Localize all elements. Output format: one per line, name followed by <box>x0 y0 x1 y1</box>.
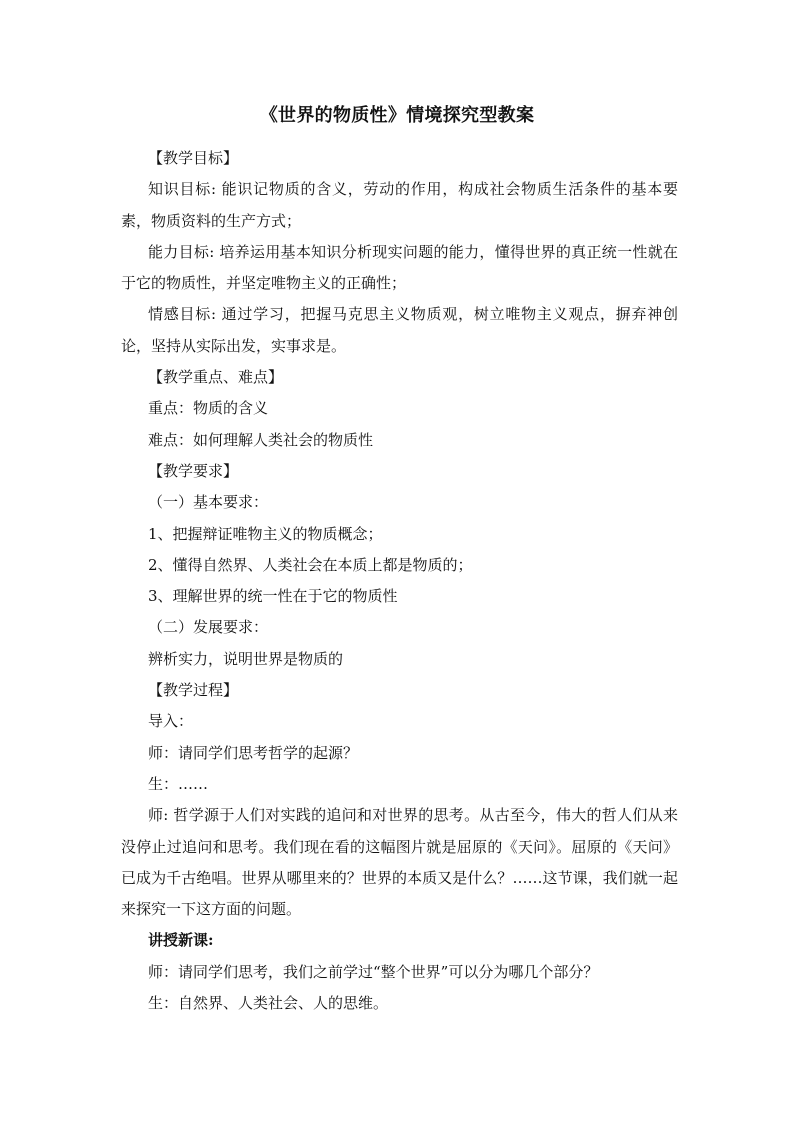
section-heading-objectives: 【教学目标】 <box>148 149 239 167</box>
document-title: 《世界的物质性》情境探究型教案 <box>259 105 535 126</box>
emotion-objective-paragraph: 情感目标: 通过学习，把握马克思主义物质观，树立唯物主义观点，摒弃神创论，坚持从实际出发，实事求是。 <box>121 305 678 355</box>
difficult-point-paragraph: 难点：如何理解人类社会的物质性 <box>148 430 374 449</box>
development-requirements-heading: （二）发展要求： <box>148 618 269 637</box>
requirement-item-1: 1、把握辩证唯物主义的物质概念； <box>148 524 383 543</box>
ability-objective-paragraph: 能力目标: 培养运用基本知识分析现实问题的能力，懂得世界的真正统一性就在于它的物质性，并坚定唯物主义的正确性； <box>121 242 678 293</box>
teacher-explanation-paragraph: 师: 哲学源于人们对实践的追问和对世界的思考。从古至今，伟大的哲人们从来没停止过追问和思考。我们现在看的这幅图片就是屈原的《天问》。屈原的《天问》已成为千古绝唱。世界从哪里来的？世界的本质又是什么？……这节课，我们就一起来探究一下这方面的问题。 <box>121 806 678 919</box>
knowledge-objective-paragraph: 知识目标: 能识记物质的含义，劳动的作用，构成社会物质生活条件的基本要素，物质资料的生产方式； <box>121 180 678 230</box>
student-answer-1: 生：…… <box>148 774 209 793</box>
student-answer-2: 生：自然界、人类社会、人的思维。 <box>148 994 389 1013</box>
section-heading-key-points: 【教学重点、难点】 <box>148 368 284 387</box>
section-heading-requirements: 【教学要求】 <box>148 461 239 480</box>
document-body <box>121 143 678 1019</box>
section-heading-process: 【教学过程】 <box>148 681 239 700</box>
requirement-item-2: 2、懂得自然界、人类社会在本质上都是物质的； <box>148 555 473 574</box>
new-lesson-heading: 讲授新课: <box>148 931 214 950</box>
introduction-label: 导入： <box>148 712 194 731</box>
requirement-item-3: 3、理解世界的统一性在于它的物质性 <box>148 587 398 606</box>
development-requirement-item: 辨析实力，说明世界是物质的 <box>148 649 344 668</box>
teacher-question-1: 师：请同学们思考哲学的起源？ <box>148 743 359 762</box>
key-point-paragraph: 重点：物质的含义 <box>148 399 269 418</box>
basic-requirements-heading: （一）基本要求： <box>148 493 269 512</box>
teacher-question-2: 师：请同学们思考，我们之前学过“整个世界”可以分为哪几个部分？ <box>148 962 599 981</box>
